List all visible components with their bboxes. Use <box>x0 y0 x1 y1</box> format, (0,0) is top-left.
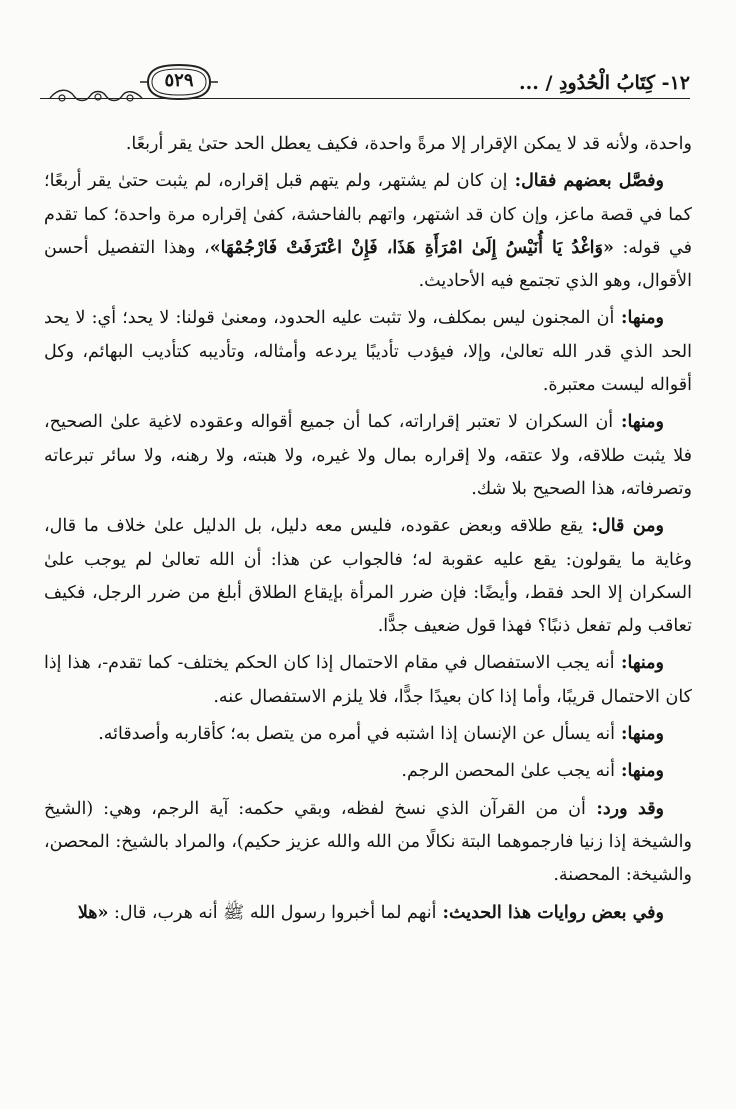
header-ornament-icon <box>48 84 144 108</box>
bold-text-segment: «هلا <box>77 902 109 923</box>
page-body-text <box>44 128 692 934</box>
header-rule <box>40 98 690 99</box>
paragraph <box>44 165 692 298</box>
bold-text-segment: «وَاغْدُ يَا أُنَيْسُ إِلَىٰ امْرَأَةِ هَذَا، فَإِنْ اعْتَرَفَتْ فَارْجُمْهَا» <box>209 237 614 258</box>
bold-text-segment: ومن قال: <box>583 516 664 537</box>
bold-text-segment: ومنها: <box>614 724 664 745</box>
paragraph <box>44 128 692 161</box>
paragraph <box>44 302 692 402</box>
text-segment: ، وهذا التفصيل أحسن الأقوال، وهو الذي تجتمع فيه الأحاديث. <box>44 237 692 292</box>
page-number: ٥٢٩ <box>164 70 194 91</box>
text-segment: إن كان لم يشتهر، ولم يتهم قبل إقراره، لم يثبت حتىٰ يقر أربعًا؛ كما في قصة ماعز، وإن كان قد اشتهر، واتهم بالفاحشة، كفىٰ إقراره مرة واحدة؛ كما تقدم في قوله: <box>44 171 692 258</box>
text-segment: أن السكران لا تعتبر إقراراته، كما أن جميع أقواله وعقوده لاغية علىٰ الصحيح، فلا يثبت طلاقه، ولا عتقه، ولا إقراره بمال ولا غيره، ولا هبته، ولا رهنه، ولا سائر تبرعاته وتصرفاته، هذا الصحيح بلا شك. <box>44 412 692 499</box>
text-segment: أنهم لما أخبروا رسول الله ﷺ أنه هرب، قال: <box>108 902 437 923</box>
paragraph <box>44 897 692 930</box>
text-segment: يقع طلاقه وبعض عقوده، فليس معه دليل، بل الدليل علىٰ خلاف ما قال، وغاية ما يقولون: يقع عليه عقوبة له؛ فالجواب عن هذا: أن الله تعالىٰ لم يوجب علىٰ السكران إلا الحد فقط، وأيضًا: فإن ضرر المرأة بإيقاع الطلاق أبلغ من ضرر الرجل، فكيف تعاقب ولم تفعل ذنبًا؟ فهذا قول ضعيف جدًّا. <box>44 516 692 637</box>
bold-text-segment: وقد ورد: <box>585 798 665 819</box>
text-segment: أنه يجب علىٰ المحصن الرجم. <box>401 761 615 782</box>
page-number-medallion <box>140 62 218 102</box>
text-segment: أن المجنون ليس بمكلف، ولا تثبت عليه الحدود، ومعنىٰ قولنا: لا يحد؛ أي: لا يحد الحد الذي قدر الله تعالىٰ، وإلا، فيؤدب تأديبًا يردعه وأمثاله، وتأديبه كتأديب البهائم، وكل أقواله ليست معتبرة. <box>44 308 692 396</box>
page-header <box>40 62 690 112</box>
text-segment: أنه يسأل عن الإنسان إذا اشتبه في أمره من يتصل به؛ كأقاربه وأصدقائه. <box>98 724 615 745</box>
text-segment: واحدة، ولأنه قد لا يمكن الإقرار إلا مرةً واحدة، فكيف يعطل الحد حتىٰ يقر أربعًا. <box>125 134 692 154</box>
paragraph <box>44 647 692 714</box>
paragraph <box>44 793 692 893</box>
bold-text-segment: وفصَّل بعضهم فقال: <box>507 171 664 192</box>
paragraph <box>44 406 692 506</box>
bold-text-segment: ومنها: <box>614 308 664 329</box>
running-title: ١٢- كِتَابُ الْحُدُودِ / ... <box>519 72 690 94</box>
bold-text-segment: ومنها: <box>613 412 664 433</box>
bold-text-segment: ومنها: <box>614 653 664 674</box>
text-segment: أنه يجب الاستفصال في مقام الاحتمال إذا كان الحكم يختلف- كما تقدم-، هذا إذا كان الاحتمال قريبًا، وأما إذا كان بعيدًا جدًّا، فلا يلزم الاستفصال عنه. <box>44 653 692 707</box>
paragraph <box>44 510 692 643</box>
text-segment: أن من القرآن الذي نسخ لفظه، وبقي حكمه: آية الرجم، وهي: (الشيخ والشيخة إذا زنيا فارجموهما البتة نكالًا من الله والله عزيز حكيم)، والمراد بالشيخ: المحصن، والشيخة: المحصنة. <box>44 798 692 886</box>
paragraph <box>44 755 692 788</box>
bold-text-segment: ومنها: <box>614 761 664 782</box>
bold-text-segment: وفي بعض روايات هذا الحديث: <box>436 902 664 923</box>
paragraph <box>44 718 692 751</box>
